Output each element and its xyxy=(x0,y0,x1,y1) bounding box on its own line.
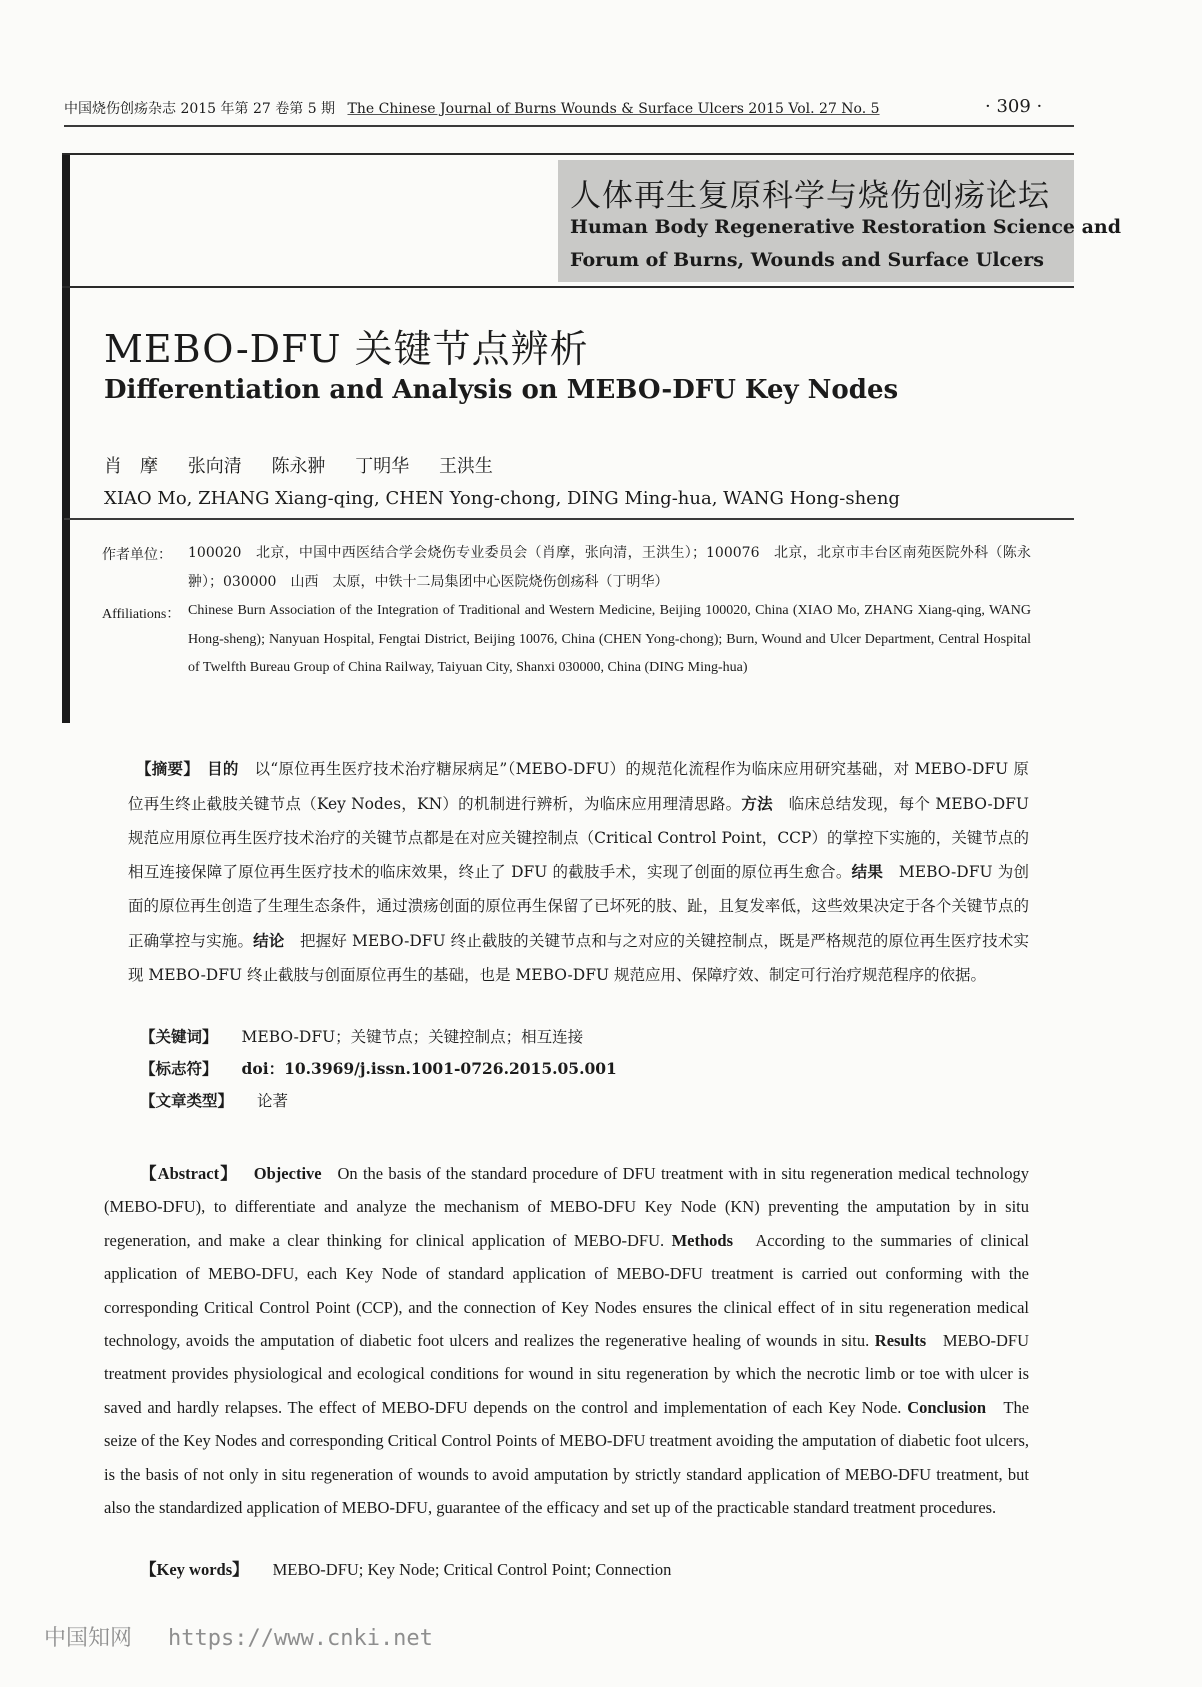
doi: doi：10.3969/j.issn.1001-0726.2015.05.001 xyxy=(241,1059,617,1078)
abstract-cn-label: 【摘要】 xyxy=(136,759,192,778)
journal-en: The Chinese Journal of Burns Wounds & Surface Ulcers 2015 Vol. 27 No. 5 xyxy=(347,101,880,117)
watermark-cn: 中国知网 xyxy=(44,1626,133,1651)
identifier-label: 【标志符】 xyxy=(140,1059,218,1078)
watermark-url: https://www.cnki.net xyxy=(168,1626,433,1651)
affiliations-cn: 100020 北京，中国中西医结合学会烧伤专业委员会（肖摩，张向清，王洪生）；100076 北京，北京市丰台区南苑医院外科（陈永翀）；030000 山西 太原，中铁十二局集团中心医院烧伤创疡科（丁明华） xyxy=(188,545,1031,590)
column-bottom-rule xyxy=(62,286,1074,288)
journal-cn: 中国烧伤创疡杂志 2015 年第 27 卷第 5 期 xyxy=(64,101,336,117)
left-vertical-bar xyxy=(62,153,70,723)
conclusion-label-en: Conclusion xyxy=(907,1397,987,1417)
affiliations-cn-label: 作者单位： xyxy=(102,547,172,563)
conclusion-cn: 把握好 MEBO-DFU 终止截肢的关键节点和与之对应的关键控制点，既是严格规范的原位再生医疗技术实现 MEBO-DFU 终止截肢与创面原位再生的基础，也是 MEBO-DFU 规范应用、保障疗效、制定可行治疗规范程序的依据。 xyxy=(128,931,1029,984)
keywords-en-row xyxy=(140,1556,671,1580)
affiliations-en-label: Affiliations： xyxy=(102,607,181,622)
methods-label-en: Methods xyxy=(671,1230,733,1250)
keywords-en: MEBO-DFU; Key Node; Critical Control Point; Connection xyxy=(272,1560,672,1579)
author-cn: 陈永翀 xyxy=(271,456,326,477)
column-title-en-line-1: Human Body Regenerative Restoration Science and xyxy=(570,216,1122,238)
results-label-en: Results xyxy=(874,1331,927,1351)
conclusion-label-cn: 结论 xyxy=(253,930,285,950)
results-en: MEBO-DFU treatment provides physiological and ecological conditions for wound in situ regeneration by which the necrotic limb or toe with ulcer is saved and hardly relapses. The effect of MEBO-DFU depends on the control and implementation of each Key Node. xyxy=(104,1331,1030,1417)
abstract-en-label: 【Abstract】 xyxy=(140,1164,238,1183)
article-title-cn: MEBO-DFU 关键节点辨析 xyxy=(104,327,589,371)
keywords-cn-label: 【关键词】 xyxy=(140,1027,218,1046)
column-title-en-line-2: Forum of Burns, Wounds and Surface Ulcers xyxy=(570,249,1044,271)
objective-label-en: Objective xyxy=(253,1164,322,1183)
methods-label-cn: 方法 xyxy=(741,793,773,813)
keywords-cn-row xyxy=(140,1025,583,1047)
column-title-cn: 人体再生复原科学与烧伤创疡论坛 xyxy=(570,178,1050,214)
keywords-en-label: 【Key words】 xyxy=(140,1560,249,1579)
abstract-cn xyxy=(128,752,1029,993)
authors-en: XIAO Mo, ZHANG Xiang-qing, CHEN Yong-chong, DING Ming-hua, WANG Hong-sheng xyxy=(104,488,900,509)
running-header xyxy=(64,98,880,118)
author-cn: 王洪生 xyxy=(438,456,493,477)
affiliations-en: Chinese Burn Association of the Integration of Traditional and Western Medicine, Beijing 100020, China (XIAO Mo, ZHANG Xiang-qing, WANG Hong-sheng); Nanyuan Hospital, Fengtai District, Beijing 10076, China (CHEN Yong-chong); Burn, Wound and Ulcer Department, Central Hospital of Twelfth Bureau Group of China Railway, Taiyuan City, Shanxi 030000, China (DING Ming-hua) xyxy=(188,603,1031,675)
objective-en: On the basis of the standard procedure of DFU treatment with in situ regeneration medical technology (MEBO-DFU), to differentiate and analyze the mechanism of MEBO-DFU Key Node (KN) preventing the amputation by in situ regeneration, and make a clear thinking for clinical application of MEBO-DFU. xyxy=(104,1164,1030,1250)
header-rule xyxy=(64,125,1074,127)
identifier-row xyxy=(140,1057,617,1079)
cnki-watermark xyxy=(44,1621,433,1652)
column-top-rule xyxy=(62,153,1074,155)
methods-en: According to the summaries of clinical application of MEBO-DFU, each Key Node of standard application of MEBO-DFU treatment is carried out conforming with the corresponding Critical Control Point (CCP), and the connection of Key Nodes ensures the clinical effect of in situ regeneration medical technology, avoids the amputation of diabetic foot ulcers and realizes the regenerative healing of wounds in situ. xyxy=(104,1230,1029,1351)
article-type-label: 【文章类型】 xyxy=(140,1091,234,1110)
author-cn: 张向清 xyxy=(187,456,242,477)
article-type: 论著 xyxy=(257,1092,289,1110)
author-cn: 肖 摩 xyxy=(104,456,158,477)
article-type-row xyxy=(140,1089,288,1111)
article-title-en: Differentiation and Analysis on MEBO-DFU Key Nodes xyxy=(104,375,899,405)
authors-cn xyxy=(104,452,517,478)
methods-cn: 临床总结发现，每个 MEBO-DFU 规范应用原位再生医疗技术治疗的关键节点都是在对应关键控制点（Critical Control Point，CCP）的掌控下实施的，关键节点的相互连接保障了原位再生医疗技术的临床效果，终止了 DFU 的截肢手术，实现了创面的原位再生愈合。 xyxy=(128,794,1029,882)
conclusion-en: The seize of the Key Nodes and corresponding Critical Control Points of MEBO-DFU treatment avoiding the amputation of diabetic foot ulcers, is the basis of not only in situ regeneration of wounds to avoid amputation by strictly standard application of MEBO-DFU treatment, but also the standardized application of MEBO-DFU, guarantee of the efficacy and set up of the practicable standard treatment procedures. xyxy=(104,1397,1030,1518)
objective-cn: 以“原位再生医疗技术治疗糖尿病足”（MEBO-DFU）的规范化流程作为临床应用研究基础，对 MEBO-DFU 原位再生终止截肢关键节点（Key Nodes，KN）的机制进行辨析，为临床应用理清思路。 xyxy=(128,760,1029,813)
results-cn: MEBO-DFU 为创面的原位再生创造了生理生态条件，通过溃疡创面的原位再生保留了已坏死的肢、趾，且复发率低，这些效果决定于各个关键节点的正确掌控与实施。 xyxy=(128,863,1029,950)
page-number: · 309 · xyxy=(985,96,1043,117)
objective-label-cn: 目的 xyxy=(207,759,239,778)
title-rule xyxy=(64,518,1074,520)
keywords-cn: MEBO-DFU；关键节点；关键控制点；相互连接 xyxy=(241,1028,584,1046)
author-cn: 丁明华 xyxy=(355,456,410,477)
results-label-cn: 结果 xyxy=(851,862,884,882)
abstract-en xyxy=(104,1157,1029,1524)
